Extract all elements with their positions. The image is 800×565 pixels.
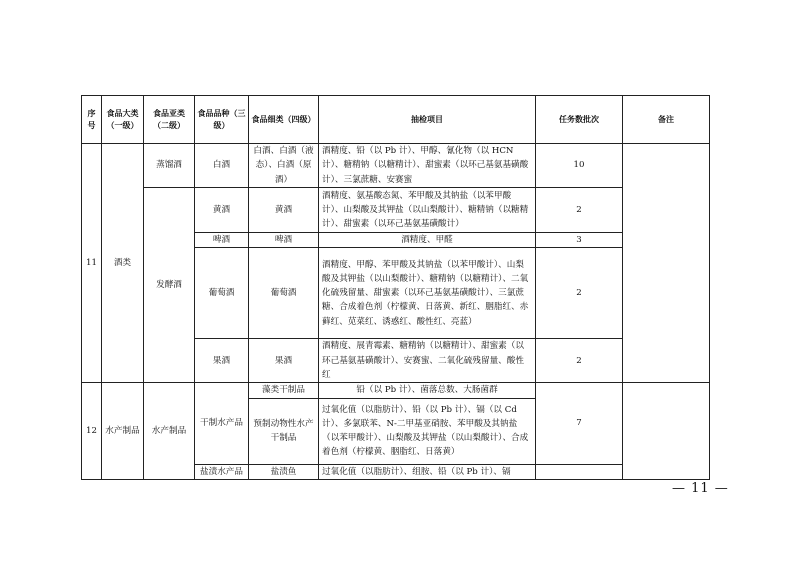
items-cell: 酒精度、氨基酸态氮、苯甲酸及其钠盐（以苯甲酸计）、山梨酸及其钾盐（以山梨酸计）、糖精钠（以糖精计）、甜蜜素（以环己基氨基磺酸计） [319, 188, 536, 233]
cat4-cell: 白酒、白酒（液态）、白酒（原酒） [249, 144, 319, 188]
items-cell: 酒精度、展青霉素、糖精钠（以糖精计）、甜蜜素（以环己基氨基磺酸计）、安赛蜜、二氧化硫残留量、酸性红 [319, 339, 536, 383]
seq-cell: 12 [82, 383, 102, 480]
cat3-cell: 干制水产品 [195, 383, 249, 464]
remarks-cell [623, 144, 710, 383]
cat4-cell: 葡萄酒 [249, 248, 319, 339]
batches-cell: 10 [536, 144, 623, 188]
cat3-cell: 啤酒 [195, 233, 249, 248]
cat3-cell: 黄酒 [195, 188, 249, 233]
cat4-cell: 果酒 [249, 339, 319, 383]
batches-cell: 2 [536, 339, 623, 383]
items-cell: 过氧化值（以脂肪计）、铅（以 Pb 计）、镉（以 Cd 计）、多氯联苯、N-二甲基亚硝胺、苯甲酸及其钠盐（以苯甲酸计）、山梨酸及其钾盐（以山梨酸计）、合成着色剂（柠檬黄、胭脂红、日落黄） [319, 398, 536, 464]
cat3-cell: 盐渍水产品 [195, 464, 249, 479]
cat4-cell: 黄酒 [249, 188, 319, 233]
cat1-cell: 酒类 [102, 144, 144, 383]
cat3-cell: 白酒 [195, 144, 249, 188]
items-cell: 过氧化值（以脂肪计）、组胺、铅（以 Pb 计）、镉 [319, 464, 536, 479]
items-cell: 酒精度、铅（以 Pb 计）、甲醇、氰化物（以 HCN 计）、糖精钠（以糖精计）、甜蜜素（以环己基氨基磺酸计）、三氯蔗糖、安赛蜜 [319, 144, 536, 188]
remarks-cell [623, 383, 710, 480]
items-cell: 铅（以 Pb 计）、菌落总数、大肠菌群 [319, 383, 536, 398]
table-row [82, 383, 710, 398]
items-cell: 酒精度、甲醇、苯甲酸及其钠盐（以苯甲酸计）、山梨酸及其钾盐（以山梨酸计）、糖精钠（以糖精计）、二氧化硫残留量、甜蜜素（以环己基氨基磺酸计）、三氯蔗糖、合成着色剂（柠檬黄、日落黄、新红、胭脂红、赤藓红、苋菜红、诱惑红、酸性红、亮蓝） [319, 248, 536, 339]
header-cat4: 食品细类（四级） [249, 96, 319, 144]
header-items: 抽检项目 [319, 96, 536, 144]
cat2-cell: 蒸馏酒 [144, 144, 195, 188]
table-header-row [82, 96, 710, 144]
cat4-cell: 啤酒 [249, 233, 319, 248]
table-row [82, 144, 710, 188]
table-row [82, 188, 710, 233]
batches-cell: 3 [536, 233, 623, 248]
cat1-cell: 水产制品 [102, 383, 144, 480]
batches-cell [536, 464, 623, 479]
header-remarks: 备注 [623, 96, 710, 144]
header-cat3: 食品品种（三级） [195, 96, 249, 144]
seq-cell: 11 [82, 144, 102, 383]
cat4-cell: 藻类干制品 [249, 383, 319, 398]
inspection-table [81, 95, 710, 480]
cat2-cell: 发酵酒 [144, 188, 195, 383]
page-number: — 11 — [672, 481, 729, 496]
batches-cell: 2 [536, 248, 623, 339]
batches-cell: 7 [536, 383, 623, 464]
header-batches: 任务数批次 [536, 96, 623, 144]
cat4-cell: 盐渍鱼 [249, 464, 319, 479]
cat3-cell: 果酒 [195, 339, 249, 383]
cat2-cell: 水产制品 [144, 383, 195, 480]
items-cell: 酒精度、甲醛 [319, 233, 536, 248]
header-seq: 序号 [82, 96, 102, 144]
header-cat2: 食品亚类（二级） [144, 96, 195, 144]
header-cat1: 食品大类（一级） [102, 96, 144, 144]
batches-cell: 2 [536, 188, 623, 233]
cat3-cell: 葡萄酒 [195, 248, 249, 339]
cat4-cell: 预制动物性水产干制品 [249, 398, 319, 464]
